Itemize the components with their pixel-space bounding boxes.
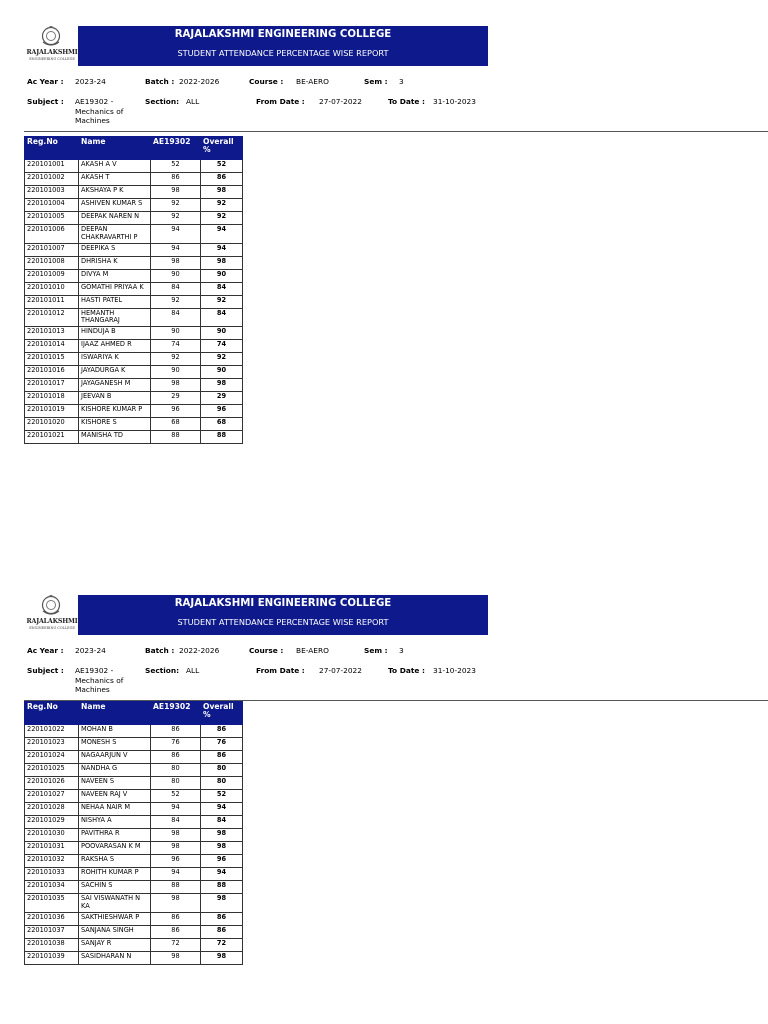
table-row (25, 212, 243, 225)
overall-percent-cell: 86 (201, 751, 243, 764)
emblem-icon (37, 26, 65, 48)
logo-subtitle: ENGINEERING COLLEGE (29, 626, 75, 630)
overall-percent-cell: 88 (201, 881, 243, 894)
overall-percent-cell: 80 (201, 777, 243, 790)
overall-percent-cell: 98 (201, 951, 243, 964)
logo-name: RAJALAKSHMI (26, 618, 78, 625)
subject-value: AE19302 - Mechanics of Machines (75, 666, 124, 694)
name-cell: DIVYA M (79, 269, 151, 282)
table-row (25, 855, 243, 868)
subject-percent-cell: 94 (151, 243, 201, 256)
reg-no-cell: 220101020 (25, 418, 79, 431)
col-overall: Overall % (201, 137, 243, 160)
overall-percent-cell: 86 (201, 912, 243, 925)
subject-percent-cell: 92 (151, 199, 201, 212)
to-date-label: To Date : (388, 97, 425, 106)
name-cell: SANJAY R (79, 938, 151, 951)
subject-percent-cell: 92 (151, 353, 201, 366)
course-label: Course : (249, 646, 284, 655)
subject-percent-cell: 88 (151, 431, 201, 444)
to-date-value: 31-10-2023 (433, 97, 476, 106)
college-logo (26, 26, 76, 66)
table-row (25, 199, 243, 212)
reg-no-cell: 220101033 (25, 868, 79, 881)
logo-subtitle: ENGINEERING COLLEGE (29, 57, 75, 61)
reg-no-cell: 220101030 (25, 829, 79, 842)
subject-percent-cell: 80 (151, 764, 201, 777)
name-cell: POOVARASAN K M (79, 842, 151, 855)
subject-percent-cell: 96 (151, 855, 201, 868)
name-cell: NEHAA NAIR M (79, 803, 151, 816)
name-cell: GOMATHI PRIYAA K (79, 282, 151, 295)
overall-percent-cell: 88 (201, 431, 243, 444)
report-banner (78, 595, 488, 635)
reg-no-cell: 220101038 (25, 938, 79, 951)
subject-percent-cell: 94 (151, 803, 201, 816)
overall-percent-cell: 86 (201, 173, 243, 186)
overall-percent-cell: 90 (201, 327, 243, 340)
name-cell: PAVITHRA R (79, 829, 151, 842)
reg-no-cell: 220101005 (25, 212, 79, 225)
reg-no-cell: 220101006 (25, 225, 79, 244)
name-cell: ROHITH KUMAR P (79, 868, 151, 881)
batch-label: Batch : (145, 646, 175, 655)
course-value: BE-AERO (296, 646, 329, 655)
overall-percent-cell: 98 (201, 829, 243, 842)
from-date-label: From Date : (256, 666, 305, 675)
section-label: Section: (145, 97, 180, 106)
table-row (25, 308, 243, 327)
reg-no-cell: 220101015 (25, 353, 79, 366)
name-cell: SASIDHARAN N (79, 951, 151, 964)
table-row (25, 738, 243, 751)
subject-percent-cell: 86 (151, 725, 201, 738)
name-cell: MOHAN B (79, 725, 151, 738)
table-row (25, 173, 243, 186)
overall-percent-cell: 86 (201, 925, 243, 938)
reg-no-cell: 220101018 (25, 392, 79, 405)
overall-percent-cell: 84 (201, 308, 243, 327)
col-name: Name (79, 137, 151, 160)
reg-no-cell: 220101007 (25, 243, 79, 256)
reg-no-cell: 220101013 (25, 327, 79, 340)
table-row (25, 186, 243, 199)
name-cell: AKASH T (79, 173, 151, 186)
table-body (25, 160, 243, 444)
subject-percent-cell: 86 (151, 925, 201, 938)
overall-percent-cell: 92 (201, 199, 243, 212)
table-row (25, 829, 243, 842)
table-row (25, 951, 243, 964)
overall-percent-cell: 52 (201, 790, 243, 803)
table-row (25, 881, 243, 894)
subject-percent-cell: 52 (151, 790, 201, 803)
reg-no-cell: 220101017 (25, 379, 79, 392)
table-header-row (25, 137, 243, 160)
reg-no-cell: 220101010 (25, 282, 79, 295)
subject-percent-cell: 52 (151, 160, 201, 173)
college-name: RAJALAKSHMI ENGINEERING COLLEGE (174, 598, 392, 609)
table-row (25, 751, 243, 764)
table-row (25, 431, 243, 444)
subject-percent-cell: 86 (151, 173, 201, 186)
sem-value: 3 (399, 646, 404, 655)
name-cell: HASTI PATEL (79, 295, 151, 308)
batch-value: 2022-2026 (179, 646, 220, 655)
name-cell: JEEVAN B (79, 392, 151, 405)
subject-percent-cell: 72 (151, 938, 201, 951)
table-row (25, 379, 243, 392)
report-title: STUDENT ATTENDANCE PERCENTAGE WISE REPORT (177, 48, 389, 58)
subject-percent-cell: 92 (151, 295, 201, 308)
overall-percent-cell: 86 (201, 725, 243, 738)
table-row (25, 340, 243, 353)
subject-percent-cell: 88 (151, 881, 201, 894)
course-label: Course : (249, 77, 284, 86)
reg-no-cell: 220101039 (25, 951, 79, 964)
subject-label: Subject : (27, 97, 64, 106)
overall-percent-cell: 96 (201, 855, 243, 868)
name-cell: SACHIN S (79, 881, 151, 894)
name-cell: NANDHA G (79, 764, 151, 777)
reg-no-cell: 220101028 (25, 803, 79, 816)
overall-percent-cell: 98 (201, 894, 243, 913)
name-cell: DEEPAN CHAKRAVARTHI P (79, 225, 151, 244)
reg-no-cell: 220101024 (25, 751, 79, 764)
from-date-value: 27-07-2022 (319, 97, 362, 106)
name-cell: JAYAGANESH M (79, 379, 151, 392)
subject-percent-cell: 76 (151, 738, 201, 751)
subject-percent-cell: 98 (151, 256, 201, 269)
name-cell: DEEPAK NAREN N (79, 212, 151, 225)
section-value: ALL (186, 97, 200, 106)
table-row (25, 894, 243, 913)
subject-percent-cell: 98 (151, 842, 201, 855)
overall-percent-cell: 52 (201, 160, 243, 173)
overall-percent-cell: 80 (201, 764, 243, 777)
reg-no-cell: 220101037 (25, 925, 79, 938)
name-cell: MONESH S (79, 738, 151, 751)
reg-no-cell: 220101036 (25, 912, 79, 925)
subject-percent-cell: 86 (151, 751, 201, 764)
overall-percent-cell: 92 (201, 212, 243, 225)
table-row (25, 353, 243, 366)
table-row (25, 803, 243, 816)
overall-percent-cell: 98 (201, 842, 243, 855)
reg-no-cell: 220101011 (25, 295, 79, 308)
table-row (25, 243, 243, 256)
overall-percent-cell: 94 (201, 243, 243, 256)
table-row (25, 418, 243, 431)
name-cell: HEMANTH THANGARAJ (79, 308, 151, 327)
reg-no-cell: 220101012 (25, 308, 79, 327)
table-row (25, 912, 243, 925)
table-row (25, 295, 243, 308)
name-cell: KISHORE S (79, 418, 151, 431)
subject-percent-cell: 98 (151, 186, 201, 199)
section-label: Section: (145, 666, 180, 675)
table-row (25, 282, 243, 295)
overall-percent-cell: 90 (201, 269, 243, 282)
subject-percent-cell: 74 (151, 340, 201, 353)
reg-no-cell: 220101008 (25, 256, 79, 269)
name-cell: SANJANA SINGH (79, 925, 151, 938)
overall-percent-cell: 76 (201, 738, 243, 751)
subject-percent-cell: 94 (151, 225, 201, 244)
name-cell: SAI VISWANATH N KA (79, 894, 151, 913)
reg-no-cell: 220101032 (25, 855, 79, 868)
table-row (25, 842, 243, 855)
table-row (25, 868, 243, 881)
overall-percent-cell: 94 (201, 868, 243, 881)
sem-label: Sem : (364, 77, 388, 86)
reg-no-cell: 220101002 (25, 173, 79, 186)
subject-percent-cell: 98 (151, 379, 201, 392)
name-cell: AKASH A V (79, 160, 151, 173)
overall-percent-cell: 98 (201, 186, 243, 199)
overall-percent-cell: 74 (201, 340, 243, 353)
overall-percent-cell: 96 (201, 405, 243, 418)
sem-label: Sem : (364, 646, 388, 655)
name-cell: KISHORE KUMAR P (79, 405, 151, 418)
table-row (25, 327, 243, 340)
table-row (25, 925, 243, 938)
table-header-row (25, 702, 243, 725)
name-cell: NAVEEN S (79, 777, 151, 790)
col-reg-no: Reg.No (25, 137, 79, 160)
subject-percent-cell: 98 (151, 894, 201, 913)
reg-no-cell: 220101009 (25, 269, 79, 282)
table-body (25, 725, 243, 965)
reg-no-cell: 220101016 (25, 366, 79, 379)
col-overall: Overall % (201, 702, 243, 725)
overall-percent-cell: 92 (201, 353, 243, 366)
batch-label: Batch : (145, 77, 175, 86)
table-row (25, 777, 243, 790)
subject-percent-cell: 84 (151, 308, 201, 327)
name-cell: DEEPIKA S (79, 243, 151, 256)
subject-percent-cell: 90 (151, 269, 201, 282)
table-row (25, 764, 243, 777)
header-rule (24, 131, 768, 132)
reg-no-cell: 220101003 (25, 186, 79, 199)
subject-label: Subject : (27, 666, 64, 675)
table-row (25, 405, 243, 418)
overall-percent-cell: 68 (201, 418, 243, 431)
col-name: Name (79, 702, 151, 725)
batch-value: 2022-2026 (179, 77, 220, 86)
table-row (25, 816, 243, 829)
overall-percent-cell: 84 (201, 816, 243, 829)
table-row (25, 256, 243, 269)
course-value: BE-AERO (296, 77, 329, 86)
logo-name: RAJALAKSHMI (26, 49, 78, 56)
subject-percent-cell: 84 (151, 282, 201, 295)
ac-year-label: Ac Year : (27, 646, 64, 655)
reg-no-cell: 220101004 (25, 199, 79, 212)
ac-year-value: 2023-24 (75, 646, 106, 655)
subject-value: AE19302 - Mechanics of Machines (75, 97, 124, 125)
overall-percent-cell: 84 (201, 282, 243, 295)
college-logo (26, 595, 76, 635)
table-row (25, 225, 243, 244)
to-date-label: To Date : (388, 666, 425, 675)
to-date-value: 31-10-2023 (433, 666, 476, 675)
subject-percent-cell: 92 (151, 212, 201, 225)
subject-percent-cell: 68 (151, 418, 201, 431)
name-cell: IJAAZ AHMED R (79, 340, 151, 353)
reg-no-cell: 220101001 (25, 160, 79, 173)
name-cell: AKSHAYA P K (79, 186, 151, 199)
section-value: ALL (186, 666, 200, 675)
col-reg-no: Reg.No (25, 702, 79, 725)
name-cell: JAYADURGA K (79, 366, 151, 379)
overall-percent-cell: 94 (201, 225, 243, 244)
overall-percent-cell: 98 (201, 256, 243, 269)
report-title: STUDENT ATTENDANCE PERCENTAGE WISE REPORT (177, 617, 389, 627)
reg-no-cell: 220101022 (25, 725, 79, 738)
name-cell: RAKSHA S (79, 855, 151, 868)
reg-no-cell: 220101023 (25, 738, 79, 751)
subject-percent-cell: 96 (151, 405, 201, 418)
reg-no-cell: 220101029 (25, 816, 79, 829)
subject-percent-cell: 94 (151, 868, 201, 881)
attendance-table (24, 701, 243, 965)
table-row (25, 160, 243, 173)
table-row (25, 938, 243, 951)
reg-no-cell: 220101021 (25, 431, 79, 444)
subject-percent-cell: 84 (151, 816, 201, 829)
name-cell: NAVEEN RAJ V (79, 790, 151, 803)
overall-percent-cell: 90 (201, 366, 243, 379)
subject-percent-cell: 90 (151, 327, 201, 340)
table-row (25, 366, 243, 379)
name-cell: HINDUJA B (79, 327, 151, 340)
name-cell: ASHIVEN KUMAR S (79, 199, 151, 212)
reg-no-cell: 220101034 (25, 881, 79, 894)
ac-year-label: Ac Year : (27, 77, 64, 86)
subject-percent-cell: 98 (151, 951, 201, 964)
reg-no-cell: 220101031 (25, 842, 79, 855)
reg-no-cell: 220101014 (25, 340, 79, 353)
emblem-icon (37, 595, 65, 617)
from-date-label: From Date : (256, 97, 305, 106)
subject-percent-cell: 98 (151, 829, 201, 842)
reg-no-cell: 220101027 (25, 790, 79, 803)
reg-no-cell: 220101019 (25, 405, 79, 418)
overall-percent-cell: 92 (201, 295, 243, 308)
name-cell: DHRISHA K (79, 256, 151, 269)
col-subject: AE19302 (151, 702, 201, 725)
attendance-table (24, 136, 243, 444)
reg-no-cell: 220101025 (25, 764, 79, 777)
college-name: RAJALAKSHMI ENGINEERING COLLEGE (174, 29, 392, 40)
subject-percent-cell: 86 (151, 912, 201, 925)
name-cell: NAGAARJUN V (79, 751, 151, 764)
table-row (25, 392, 243, 405)
overall-percent-cell: 29 (201, 392, 243, 405)
subject-percent-cell: 90 (151, 366, 201, 379)
table-row (25, 725, 243, 738)
name-cell: MANISHA TD (79, 431, 151, 444)
overall-percent-cell: 98 (201, 379, 243, 392)
table-row (25, 269, 243, 282)
from-date-value: 27-07-2022 (319, 666, 362, 675)
name-cell: SAKTHIESHWAR P (79, 912, 151, 925)
subject-percent-cell: 80 (151, 777, 201, 790)
subject-percent-cell: 29 (151, 392, 201, 405)
overall-percent-cell: 94 (201, 803, 243, 816)
report-banner (78, 26, 488, 66)
name-cell: NISHYA A (79, 816, 151, 829)
ac-year-value: 2023-24 (75, 77, 106, 86)
overall-percent-cell: 72 (201, 938, 243, 951)
reg-no-cell: 220101035 (25, 894, 79, 913)
reg-no-cell: 220101026 (25, 777, 79, 790)
col-subject: AE19302 (151, 137, 201, 160)
table-row (25, 790, 243, 803)
sem-value: 3 (399, 77, 404, 86)
name-cell: ISWARIYA K (79, 353, 151, 366)
